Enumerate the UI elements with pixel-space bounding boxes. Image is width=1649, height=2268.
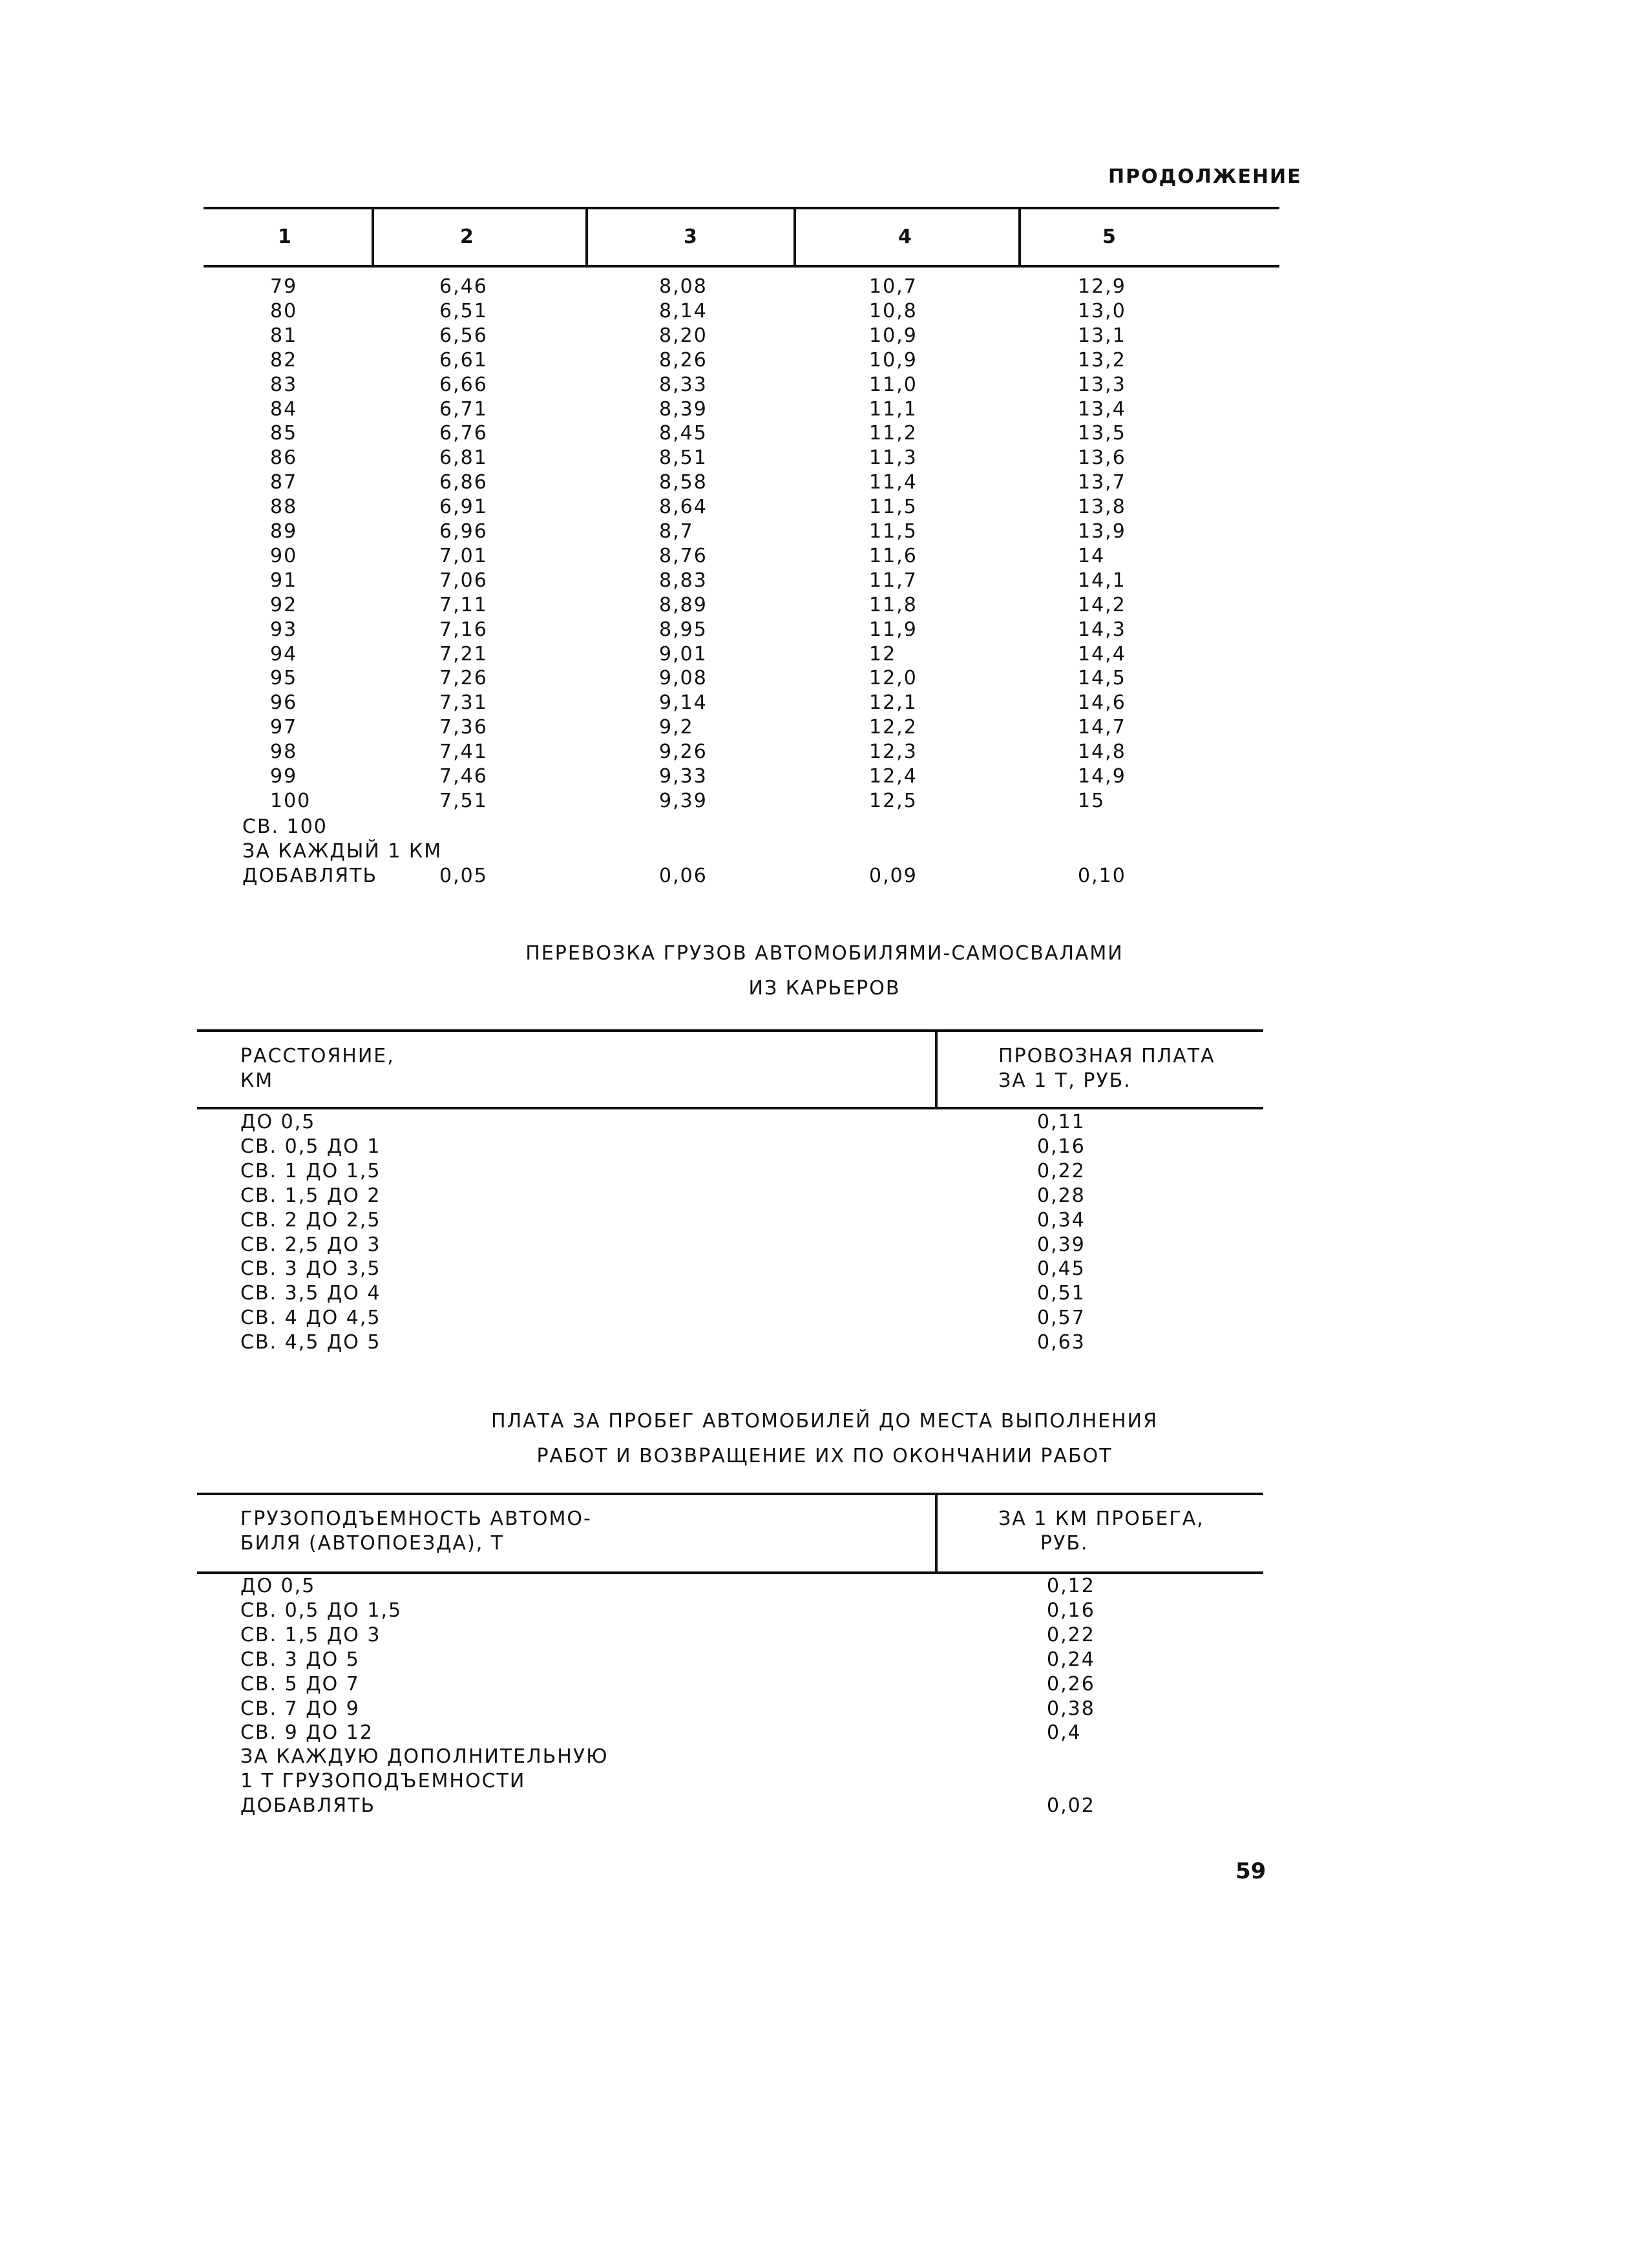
table-1-top-rule <box>204 207 1279 209</box>
table-1-cell: 15 <box>1078 789 1106 812</box>
table-2-col-divider <box>935 1029 938 1109</box>
table-1-header-row <box>0 225 1649 249</box>
table-3-footer-row <box>0 1745 1649 1769</box>
table-1-cell: 8,26 <box>659 348 708 372</box>
table-1-cell: 99 <box>270 765 298 788</box>
table-row <box>0 1159 1649 1184</box>
row-label: СВ. 2,5 ДО 3 <box>240 1233 381 1256</box>
row-value: 0,39 <box>1037 1233 1086 1256</box>
row-label: СВ. 4 ДО 4,5 <box>240 1307 381 1330</box>
table-3-footer-label: ДОБАВЛЯТЬ <box>240 1794 376 1817</box>
table-row <box>0 789 1649 814</box>
table-row <box>0 740 1649 764</box>
row-value: 0,45 <box>1037 1257 1086 1281</box>
table-1-cell: 8,39 <box>659 397 708 421</box>
row-label: СВ. 1 ДО 1,5 <box>240 1159 381 1182</box>
table-1-cell: 10,9 <box>869 348 918 372</box>
table-1-cell: 96 <box>270 691 298 715</box>
row-label: СВ. 9 ДО 12 <box>240 1721 373 1745</box>
table-1-cell: 11,1 <box>869 397 918 421</box>
table-1-cell: 8,95 <box>659 618 708 641</box>
table-1-cell: 6,56 <box>439 324 488 347</box>
row-value: 0,22 <box>1047 1623 1095 1646</box>
table-row <box>0 1306 1649 1330</box>
table-1-cell: 6,91 <box>439 496 488 519</box>
table-row <box>0 1330 1649 1355</box>
table-row <box>0 593 1649 618</box>
table-1-cell: 13,4 <box>1078 397 1126 421</box>
table-row <box>0 544 1649 569</box>
table-1-cell: 13,5 <box>1078 422 1126 445</box>
table-row <box>0 1135 1649 1159</box>
table-1-cell: 6,46 <box>439 275 488 298</box>
table-row <box>0 715 1649 740</box>
table-1-cell: 93 <box>270 618 298 641</box>
table-1-cell: 100 <box>270 789 311 812</box>
table-2-header-left: КМ <box>240 1069 274 1092</box>
table-1-cell: 13,9 <box>1078 520 1126 543</box>
table-1-cell: 13,8 <box>1078 496 1126 519</box>
table-1-extra-row <box>0 839 1649 864</box>
table-1-cell: 7,36 <box>439 716 488 739</box>
table-1-cell: 12,2 <box>869 716 918 739</box>
table-1-cell: 8,20 <box>659 324 708 347</box>
continuation-label: ПРОДОЛЖЕНИЕ <box>1108 165 1302 188</box>
row-label: ДО 0,5 <box>240 1575 316 1597</box>
table-1-cell: 12 <box>869 642 897 666</box>
table-row <box>0 275 1649 299</box>
table-1-cell: 11,0 <box>869 373 918 396</box>
table-1-cell: 8,89 <box>659 593 708 616</box>
table-1-cell: 11,7 <box>869 569 918 592</box>
table-row <box>0 1233 1649 1257</box>
table-row <box>0 1697 1649 1721</box>
table-1-cell: 8,45 <box>659 422 708 445</box>
table-1-cell: 14,1 <box>1078 569 1126 592</box>
table-1-cell: 12,5 <box>869 789 918 812</box>
table-1-cell: 14,7 <box>1078 716 1126 739</box>
table-1-cell: 11,3 <box>869 446 918 470</box>
table-row <box>0 1623 1649 1648</box>
table-3-footer-row <box>0 1769 1649 1794</box>
table-row <box>0 470 1649 495</box>
row-value: 0,24 <box>1047 1648 1095 1671</box>
table-1-cell: 11,4 <box>869 471 918 494</box>
row-label: СВ. 3 ДО 3,5 <box>240 1257 381 1281</box>
table-row <box>0 299 1649 324</box>
table-1-cell: 87 <box>270 471 298 494</box>
table-1-cell: 14,9 <box>1078 765 1126 788</box>
table-1-cell: 9,2 <box>659 716 694 739</box>
table-1-cell: 6,66 <box>439 373 488 396</box>
table-1-cell: 8,64 <box>659 496 708 519</box>
table-1-cell: 7,26 <box>439 667 488 690</box>
table-1-cell: 14 <box>1078 544 1106 567</box>
table-row <box>0 1184 1649 1208</box>
table-1-cell: 6,81 <box>439 446 488 470</box>
table-1-cell: 7,11 <box>439 593 488 616</box>
table-1-cell: 89 <box>270 520 298 543</box>
table-1-cell: 7,21 <box>439 642 488 666</box>
row-value: 0,57 <box>1037 1307 1086 1330</box>
table-row <box>0 691 1649 715</box>
row-label: СВ. 0,5 ДО 1,5 <box>240 1599 403 1622</box>
table-row <box>0 666 1649 691</box>
table-2-header-right: ЗА 1 Т, РУБ. <box>998 1069 1131 1092</box>
table-1-cell: 92 <box>270 593 298 616</box>
table-2-header-rule <box>197 1107 1263 1109</box>
table-1-cell: 14,3 <box>1078 618 1126 641</box>
table-1-cell: 8,14 <box>659 299 708 322</box>
table-row <box>0 1110 1649 1135</box>
table-row <box>0 569 1649 593</box>
table-1-cell: 91 <box>270 569 298 592</box>
table-1-extra-value: 0,06 <box>659 865 708 887</box>
table-row <box>0 1257 1649 1281</box>
table-1-cell: 9,14 <box>659 691 708 715</box>
table-1-cell: 90 <box>270 544 298 567</box>
table-3-footer-row <box>0 1794 1649 1818</box>
table-1-cell: 86 <box>270 446 298 470</box>
row-label: СВ. 2 ДО 2,5 <box>240 1208 381 1232</box>
row-label: ДО 0,5 <box>240 1111 316 1133</box>
table-row <box>0 618 1649 642</box>
table-1-extra-value: 0,05 <box>439 865 488 887</box>
table-1-extra-row <box>0 815 1649 839</box>
row-value: 0,63 <box>1037 1331 1086 1354</box>
table-1-cell: 8,08 <box>659 275 708 298</box>
table-1-cell: 88 <box>270 496 298 519</box>
table-1-cell: 6,71 <box>439 397 488 421</box>
table-1-cell: 85 <box>270 422 298 445</box>
table-1-cell: 9,26 <box>659 740 708 764</box>
table-3-top-rule <box>197 1493 1263 1495</box>
table-1-cell: 97 <box>270 716 298 739</box>
table-1-cell: 14,6 <box>1078 691 1126 715</box>
table-3-header-right: ЗА 1 КМ ПРОБЕГА, <box>998 1507 1204 1530</box>
table-1-cell: 7,01 <box>439 544 488 567</box>
table-1-cell: 9,33 <box>659 765 708 788</box>
table-1-cell: 11,9 <box>869 618 918 641</box>
table-1-cell: 8,76 <box>659 544 708 567</box>
table-3-header-left: БИЛЯ (АВТОПОЕЗДА), Т <box>240 1532 505 1555</box>
row-value: 0,22 <box>1037 1159 1086 1182</box>
table-1-cell: 12,9 <box>1078 275 1126 298</box>
table-1-cell: 10,8 <box>869 299 918 322</box>
row-value: 0,12 <box>1047 1575 1095 1597</box>
table-1-cell: 9,01 <box>659 642 708 666</box>
table-1-cell: 13,3 <box>1078 373 1126 396</box>
table-1-extra-label: ЗА КАЖДЫЙ 1 КМ <box>242 840 443 863</box>
table-row <box>0 446 1649 470</box>
section-2-title: ПЕРЕВОЗКА ГРУЗОВ АВТОМОБИЛЯМИ-САМОСВАЛАМИ <box>525 942 1124 965</box>
table-1-cell: 13,2 <box>1078 348 1126 372</box>
table-row <box>0 1208 1649 1233</box>
table-3-col-divider <box>935 1493 938 1574</box>
page-number: 59 <box>1235 1858 1266 1884</box>
row-value: 0,4 <box>1047 1721 1082 1745</box>
table-row <box>0 373 1649 397</box>
row-label: СВ. 1,5 ДО 3 <box>240 1623 381 1646</box>
table-row <box>0 642 1649 667</box>
row-label: СВ. 3 ДО 5 <box>240 1648 360 1671</box>
table-row <box>0 764 1649 789</box>
table-1-cell: 12,1 <box>869 691 918 715</box>
table-3-footer-value: 0,02 <box>1047 1794 1095 1817</box>
table-1-cell: 9,08 <box>659 667 708 690</box>
table-row <box>0 421 1649 446</box>
table-1-cell: 12,0 <box>869 667 918 690</box>
table-1-cell: 13,1 <box>1078 324 1126 347</box>
table-1-extra-value: 0,09 <box>869 865 918 887</box>
table-1-cell: 11,5 <box>869 520 918 543</box>
table-row <box>0 324 1649 348</box>
row-label: СВ. 0,5 ДО 1 <box>240 1135 381 1158</box>
table-1-cell: 6,76 <box>439 422 488 445</box>
table-1-cell: 14,4 <box>1078 642 1126 666</box>
row-value: 0,11 <box>1037 1111 1086 1133</box>
table-1-extra-label: СВ. 100 <box>242 815 328 838</box>
table-1-header-cell: 3 <box>684 226 698 248</box>
row-value: 0,16 <box>1047 1599 1095 1622</box>
table-1-cell: 14,8 <box>1078 740 1126 764</box>
table-row <box>0 1574 1649 1599</box>
table-1-cell: 7,51 <box>439 789 488 812</box>
table-1-header-cell: 5 <box>1102 226 1117 248</box>
table-row <box>0 1281 1649 1306</box>
table-1-header-cell: 2 <box>460 226 475 248</box>
row-value: 0,51 <box>1037 1282 1086 1305</box>
table-1-header-cell: 1 <box>278 226 293 248</box>
table-3-footer-label: ЗА КАЖДУЮ ДОПОЛНИТЕЛЬНУЮ <box>240 1745 609 1768</box>
table-1-cell: 80 <box>270 299 298 322</box>
table-1-cell: 8,83 <box>659 569 708 592</box>
table-1-cell: 94 <box>270 642 298 666</box>
table-row <box>0 495 1649 520</box>
table-3-footer-label: 1 Т ГРУЗОПОДЪЕМНОСТИ <box>240 1770 526 1792</box>
table-1-cell: 12,3 <box>869 740 918 764</box>
table-1-cell: 13,0 <box>1078 299 1126 322</box>
table-1-cell: 8,33 <box>659 373 708 396</box>
table-1-cell: 7,41 <box>439 740 488 764</box>
section-2-title: ИЗ КАРЬЕРОВ <box>748 977 901 1000</box>
table-1-cell: 84 <box>270 397 298 421</box>
table-1-cell: 11,8 <box>869 593 918 616</box>
table-3-header-right: РУБ. <box>1040 1532 1089 1555</box>
table-1-cell: 81 <box>270 324 298 347</box>
table-2-header-left: РАССТОЯНИЕ, <box>240 1045 395 1067</box>
table-1-cell: 11,5 <box>869 496 918 519</box>
table-1-cell: 6,61 <box>439 348 488 372</box>
table-1-cell: 95 <box>270 667 298 690</box>
row-label: СВ. 7 ДО 9 <box>240 1697 360 1720</box>
table-row <box>0 348 1649 373</box>
row-label: СВ. 4,5 ДО 5 <box>240 1331 381 1354</box>
table-row <box>0 520 1649 544</box>
table-1-cell: 13,6 <box>1078 446 1126 470</box>
table-2-top-rule <box>197 1029 1263 1032</box>
table-1-cell: 6,51 <box>439 299 488 322</box>
table-1-cell: 9,39 <box>659 789 708 812</box>
table-row <box>0 1721 1649 1745</box>
row-value: 0,26 <box>1047 1672 1095 1696</box>
table-1-cell: 13,7 <box>1078 471 1126 494</box>
table-1-cell: 11,2 <box>869 422 918 445</box>
table-1-cell: 8,7 <box>659 520 694 543</box>
table-1-cell: 10,7 <box>869 275 918 298</box>
table-1-cell: 7,16 <box>439 618 488 641</box>
table-1-extra-row <box>0 864 1649 888</box>
row-label: СВ. 3,5 ДО 4 <box>240 1282 381 1305</box>
table-1-cell: 8,51 <box>659 446 708 470</box>
table-row <box>0 1599 1649 1623</box>
section-3-title: РАБОТ И ВОЗВРАЩЕНИЕ ИХ ПО ОКОНЧАНИИ РАБОТ <box>536 1445 1113 1467</box>
table-row <box>0 1672 1649 1697</box>
row-label: СВ. 5 ДО 7 <box>240 1672 360 1696</box>
section-3-title: ПЛАТА ЗА ПРОБЕГ АВТОМОБИЛЕЙ ДО МЕСТА ВЫПОЛНЕНИЯ <box>491 1410 1158 1433</box>
table-1-cell: 6,86 <box>439 471 488 494</box>
table-1-cell: 7,31 <box>439 691 488 715</box>
table-1-header-cell: 4 <box>898 226 913 248</box>
table-1-cell: 11,6 <box>869 544 918 567</box>
table-row <box>0 397 1649 422</box>
row-value: 0,34 <box>1037 1208 1086 1232</box>
table-1-cell: 7,46 <box>439 765 488 788</box>
table-1-extra-value: 0,10 <box>1078 865 1126 887</box>
table-1-cell: 7,06 <box>439 569 488 592</box>
table-1-extra-label: ДОБАВЛЯТЬ <box>242 865 378 887</box>
table-1-cell: 10,9 <box>869 324 918 347</box>
table-1-cell: 98 <box>270 740 298 764</box>
table-1-cell: 82 <box>270 348 298 372</box>
table-1-cell: 6,96 <box>439 520 488 543</box>
row-value: 0,28 <box>1037 1184 1086 1207</box>
table-1-cell: 79 <box>270 275 298 298</box>
table-1-cell: 14,2 <box>1078 593 1126 616</box>
row-value: 0,38 <box>1047 1697 1095 1720</box>
table-1-cell: 8,58 <box>659 471 708 494</box>
table-3-header-left: ГРУЗОПОДЪЕМНОСТЬ АВТОМО- <box>240 1507 592 1530</box>
row-label: СВ. 1,5 ДО 2 <box>240 1184 381 1207</box>
table-2-header-right: ПРОВОЗНАЯ ПЛАТА <box>998 1045 1215 1067</box>
table-1-header-rule <box>204 265 1279 268</box>
row-value: 0,16 <box>1037 1135 1086 1158</box>
table-1-cell: 14,5 <box>1078 667 1126 690</box>
table-1-cell: 12,4 <box>869 765 918 788</box>
table-row <box>0 1648 1649 1672</box>
table-1-cell: 83 <box>270 373 298 396</box>
